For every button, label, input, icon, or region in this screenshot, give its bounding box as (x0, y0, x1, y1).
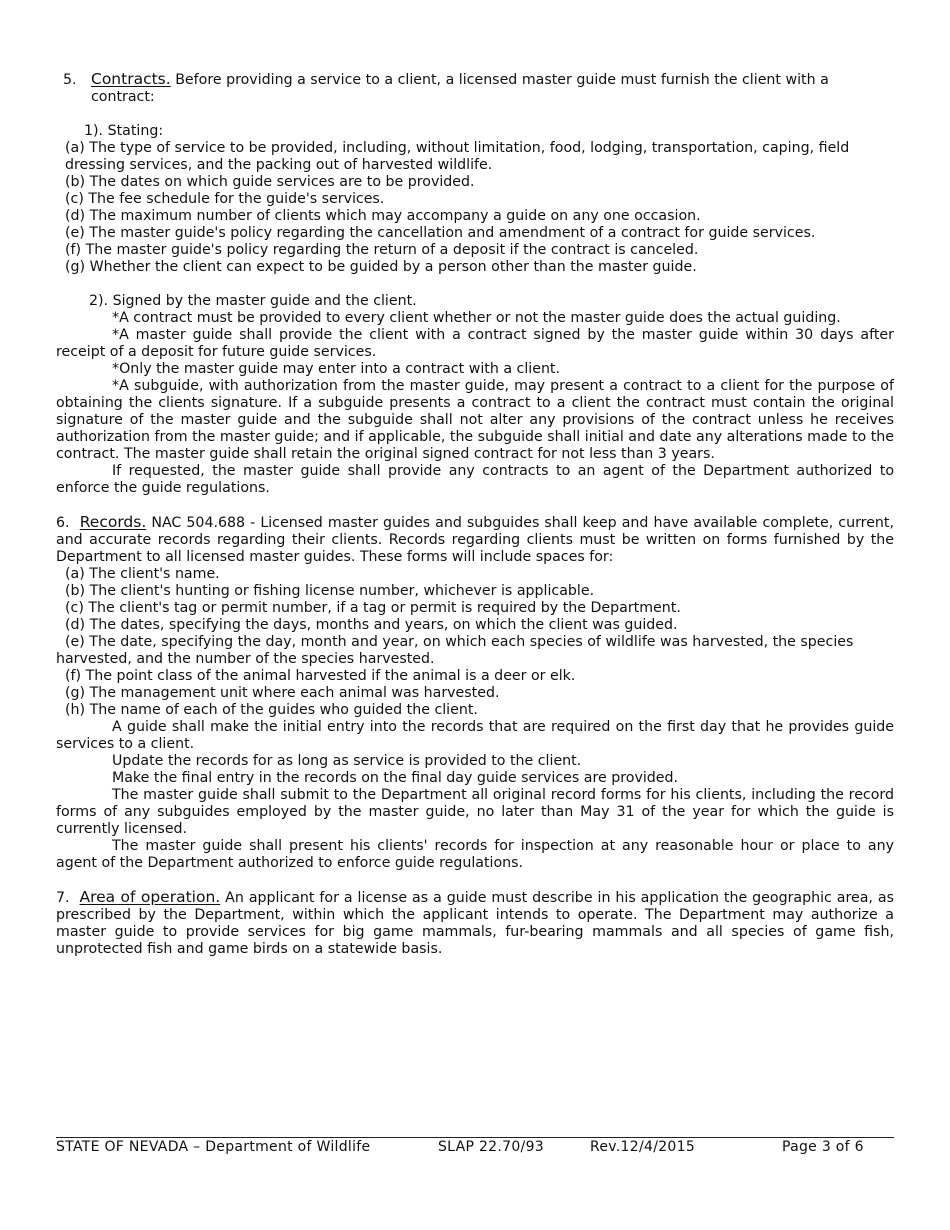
footer-revision: Rev.12/4/2015 (590, 1139, 696, 1155)
record-item-e: (e) The date, specifying the day, month and year, on which each species of wildlife was harvested, the species harvested, and the number of the species harvested. (56, 634, 854, 667)
contract-note-5: If requested, the master guide shall provide any contracts to an agent of the Department authorized to enforce the guide regulations. (56, 463, 894, 496)
contract-note-3: *Only the master guide may enter into a contract with a client. (112, 361, 561, 377)
contract-item-b: (b) The dates on which guide services are to be provided. (65, 174, 475, 190)
contract-note-1: *A contract must be provided to every client whether or not the master guide does the actual guiding. (112, 310, 841, 326)
section-5-heading: Contracts. (91, 70, 171, 88)
records-paragraph-5: The master guide shall present his clients' records for inspection at any reasonable hour or place to any agent of the Department authorized to enforce guide regulations. (56, 838, 894, 871)
records-paragraph-2: Update the records for as long as service is provided to the client. (112, 753, 582, 769)
signed-label: 2). Signed by the master guide and the client. (89, 293, 417, 309)
footer-divider (56, 1137, 894, 1138)
section-6-heading: Records. (79, 513, 147, 531)
contract-item-e: (e) The master guide's policy regarding the cancellation and amendment of a contract for guide services. (65, 225, 816, 241)
section-6-intro-text: NAC 504.688 - Licensed master guides and subguides shall keep and have available complete, current, and accurate records regarding their clients. Records regarding clients must be written on forms furnished by the Department to all licensed master guides. These forms will include spaces for: (56, 515, 894, 565)
section-5-intro-text: Before providing a service to a client, a licensed master guide must furnish the client with a contract: (91, 72, 829, 105)
footer-form-code: SLAP 22.70/93 (438, 1139, 544, 1155)
contract-note-2: *A master guide shall provide the client with a contract signed by the master guide within 30 days after receipt of a deposit for future guide services. (56, 327, 894, 360)
contract-item-c: (c) The fee schedule for the guide's services. (65, 191, 385, 207)
record-item-a: (a) The client's name. (65, 566, 220, 582)
record-item-c: (c) The client's tag or permit number, if a tag or permit is required by the Department. (65, 600, 681, 616)
records-paragraph-4: The master guide shall submit to the Department all original record forms for his clients, including the record forms of any subguides employed by the master guide, no later than May 31 of the year for which the guide is currently licensed. (56, 787, 894, 837)
record-item-d: (d) The dates, specifying the days, months and years, on which the client was guided. (65, 617, 678, 633)
record-item-h: (h) The name of each of the guides who guided the client. (65, 702, 478, 718)
footer-agency: STATE OF NEVADA – Department of Wildlife (56, 1139, 371, 1155)
contract-item-a: (a) The type of service to be provided, including, without limitation, food, lodging, transportation, caping, field dressing services, and the packing out of harvested wildlife. (65, 140, 850, 173)
contract-item-f: (f) The master guide's policy regarding the return of a deposit if the contract is canceled. (65, 242, 699, 258)
records-paragraph-3: Make the final entry in the records on the final day guide services are provided. (112, 770, 679, 786)
record-item-b: (b) The client's hunting or fishing license number, whichever is applicable. (65, 583, 595, 599)
contract-item-d: (d) The maximum number of clients which may accompany a guide on any one occasion. (65, 208, 701, 224)
section-5-intro (56, 71, 894, 106)
section-7-number: 7. (56, 890, 70, 906)
contract-note-4: *A subguide, with authorization from the master guide, may present a contract to a client for the purpose of obtaining the clients signature. If a subguide presents a contract to a client the contract must contain the original signature of the master guide and the subguide shall not alter any provisions of the contract unless he receives authorization from the master guide; and if applicable, the subguide shall initial and date any alterations made to the contract. The master guide shall retain the original signed contract for not less than 3 years. (56, 378, 894, 462)
section-7-paragraph (56, 889, 894, 958)
section-5-number: 5. (63, 72, 77, 88)
document-body (56, 71, 894, 958)
record-item-g: (g) The management unit where each animal was harvested. (65, 685, 500, 701)
records-paragraph-1: A guide shall make the initial entry into the records that are required on the first day that he provides guide services to a client. (56, 719, 894, 752)
record-item-f: (f) The point class of the animal harvested if the animal is a deer or elk. (65, 668, 576, 684)
section-7-heading: Area of operation. (79, 888, 221, 906)
section-7-text: An applicant for a license as a guide must describe in his application the geographic area, as prescribed by the Department, within which the applicant intends to operate. The Department may authorize a master guide to provide services for big game mammals, fur-bearing mammals and all species of game fish, unprotected fish and game birds on a statewide basis. (56, 890, 894, 957)
contract-item-g: (g) Whether the client can expect to be guided by a person other than the master guide. (65, 259, 697, 275)
section-6-number: 6. (56, 515, 70, 531)
stating-label: 1). Stating: (84, 123, 164, 139)
footer-page-number: Page 3 of 6 (782, 1139, 864, 1155)
section-6-intro (56, 514, 894, 566)
